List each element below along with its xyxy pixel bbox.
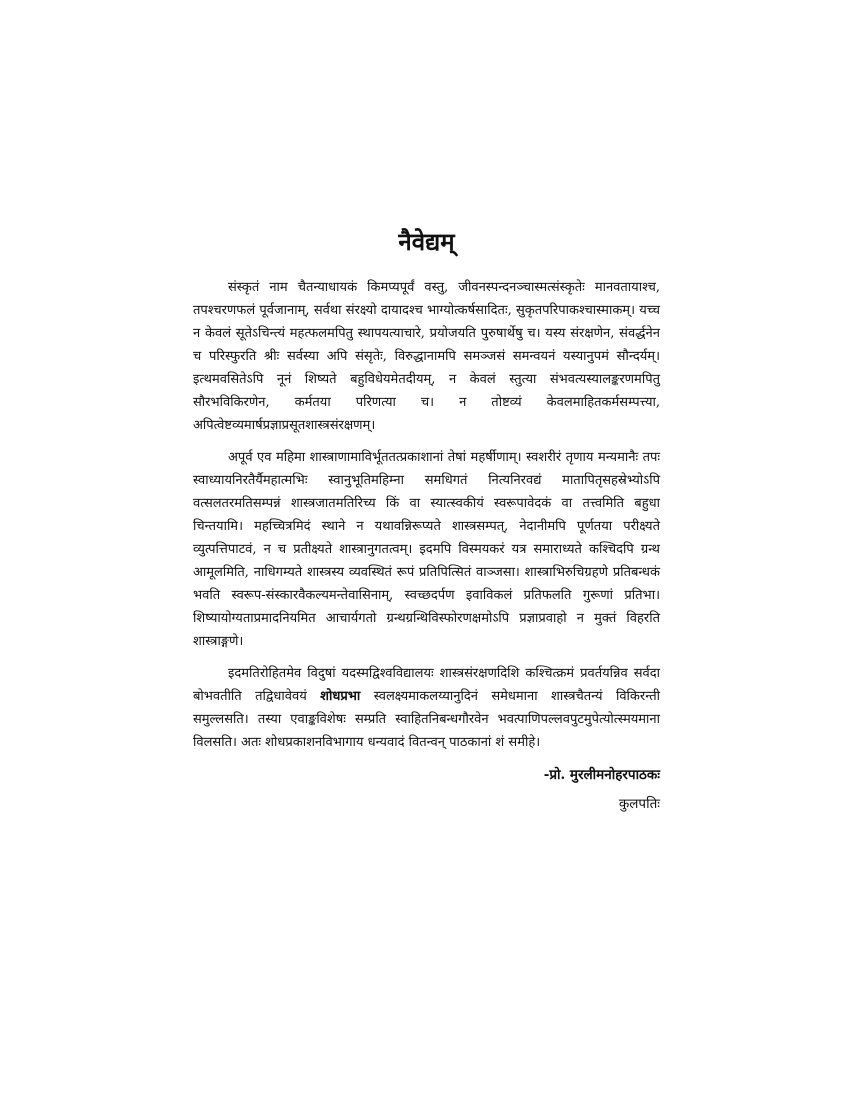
- signature: -प्रो. मुरलीमनोहरपाठकः: [543, 767, 660, 783]
- paragraph-3: [193, 662, 660, 754]
- paragraph-3-text-end: स्वलक्ष्यमाकलय्यानुदिनं समेधमाना शास्त्रचैतन्यं विकिरन्ती समुल्लसति। तस्या एवाङ्कविशेषः सम्प्रति स्वाहितनिबन्धगौरवेन भवत्पाणिपल्लवपुटमुपेत्योत्स्मयमाना विलसति। अतः शोधप्रकाशनविभागाय धन्यवादं वितन्वन् पाठकानां शं समीहे।: [193, 689, 660, 750]
- paragraph-3-text-start: इदमतिरोहितमेव विदुषां यदस्मद्विश्वविद्यालयः शास्त्रसंरक्षणदिशि कश्चित्क्रमं प्रवर्तयन्निव सर्वदा बोभवतीति तद्विधावेवयं: [193, 666, 660, 704]
- document-page: [193, 226, 660, 816]
- paragraph-2: अपूर्व एव महिमा शास्त्राणामाविर्भूततत्प्रकाशानां तेषां महर्षीणाम्। स्वशरीरं तृणाय मन्यमानैः तपः स्वाध्यायनिरतैर्यैमहात्मभिः स्वानुभूतिमहिम्ना समधिगतं नित्यनिरवद्यं मातापितृसहस्रेभ्योऽपि वत्सलतरमतिसम्पन्नं शास्त्रजातमतिरिच्य किं वा स्यात्स्वकीयं स्वरूपावेदकं वा तत्त्वमिति बहुधा चिन्तयामि। महच्चित्रमिदं स्थाने न यथावन्निरूप्यते शास्त्रसम्पत्, नेदानीमपि पूर्णतया परीक्ष्यते व्युत्पत्तिपाटवं, न च प्रतीक्ष्यते शास्त्रानुगतत्वम्। इदमपि विस्मयकरं यत्र समाराध्यते कश्चिदपि ग्रन्थ आमूलमिति, नाधिगम्यते शास्त्रस्य व्यवस्थितं रूपं प्रतिपित्सितं वाञ्जसा। शास्त्राभिरुचिग्रहणे प्रतिबन्धकं भवति स्वरूप-संस्कारवैकल्यमन्तेवासिनाम्, स्वच्छदर्पण इवाविकलं प्रतिफलति गुरूणां प्रतिभा। शिष्यायोग्यताप्रमादनियमित आचार्यगतो ग्रन्थग्रन्थिविस्फोरणक्षमोऽपि प्रज्ञाप्रवाहो न मुक्तं विहरति शास्त्राङ्गणे।: [193, 450, 660, 649]
- journal-name: शोधप्रभा: [320, 689, 361, 704]
- designation: कुलपतिः: [618, 796, 660, 812]
- paragraph-1: संस्कृतं नाम चैतन्याधायकं किमप्यपूर्वं वस्तु, जीवनस्पन्दनञ्चास्मत्संस्कृतेः मानवतायाश्च, तपश्चरणफलं पूर्वजानाम्, सर्वथा संरक्ष्यो दायादश्च भाग्योत्कर्षसादितः, सुकृतपरिपाकश्चास्माकम्। यच्च न केवलं सूतेऽचिन्त्यं महत्फलमपितु स्थापयत्याचारे, प्रयोजयति पुरुषार्थेषु च। यस्य संरक्षणेन, संवर्द्धनेन च परिस्फुरति श्रीः सर्वस्या अपि संसृतेः, विरुद्धानामपि समञ्जसं समन्वयनं यस्यानुपमं सौन्दर्यम्। इत्थमवसितेऽपि नूनं शिष्यते बहुविधेयमेतदीयम्, न केवलं स्तुत्या संभवत्यस्यालङ्करणमपितु सौरभविकिरणेन, कर्मतया परिणत्या च। न तोष्टव्यं केवलमाहितकर्मसम्पत्त्या, अपित्वेष्टव्यमार्षप्रज्ञाप्रसूतशास्त्रसंरक्षणम्।: [193, 280, 660, 433]
- page-title: नैवेद्यम्: [398, 227, 455, 256]
